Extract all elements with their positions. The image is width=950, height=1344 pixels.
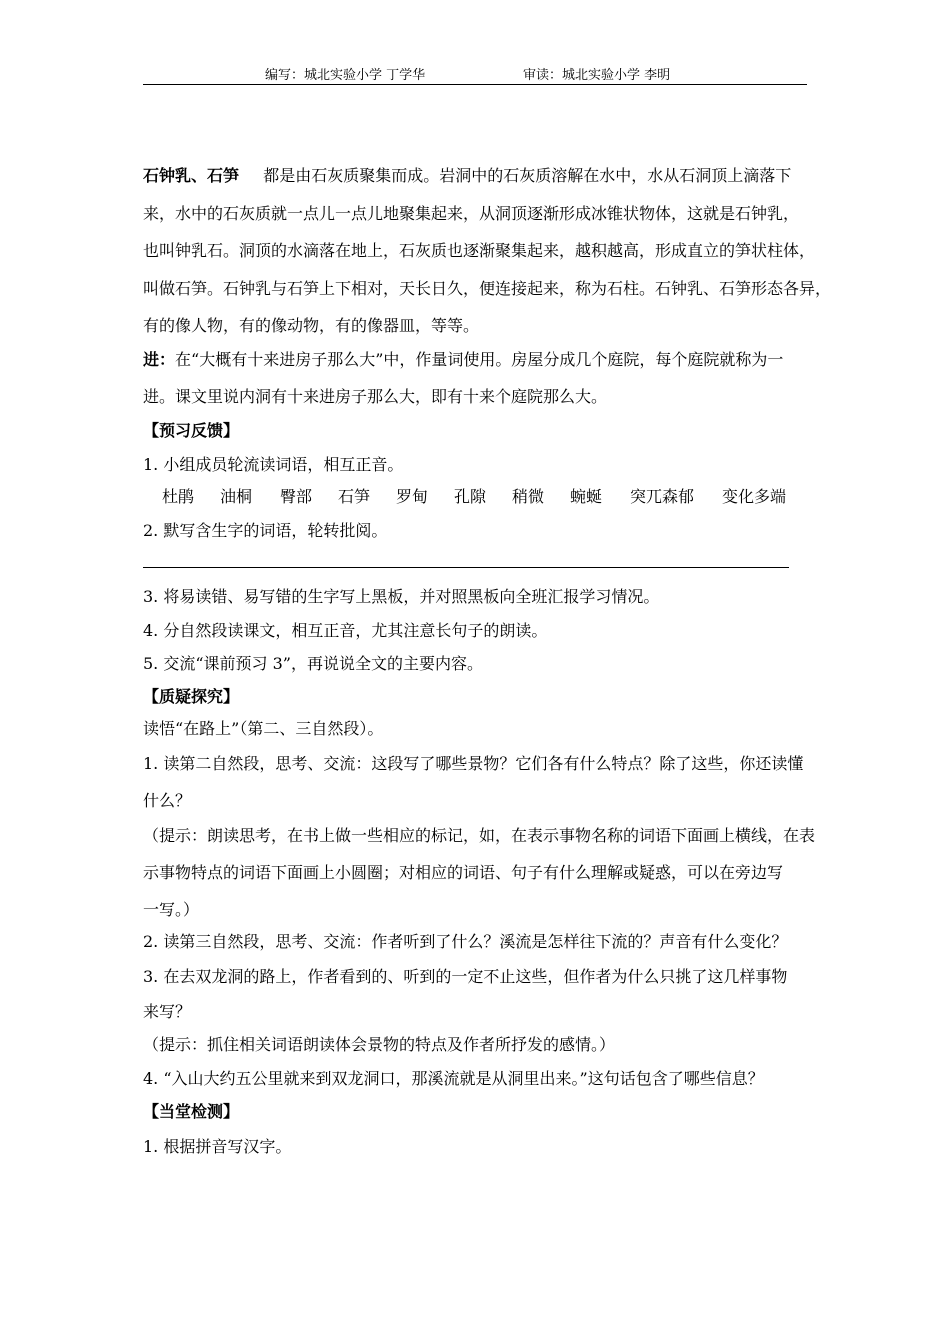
- vocab-word: 杜鹃: [162, 487, 195, 506]
- note-stalactite-line-4: 叫做石笋。石钟乳与石笋上下相对，天长日久，便连接起来，称为石柱。石钟乳、石笋形态各异，: [143, 279, 832, 298]
- note-stalactite-line-2: 来，水中的石灰质就一点儿一点儿地聚集起来，从洞顶逐渐形成冰锥状物体，这就是石钟乳，: [143, 204, 800, 223]
- inquiry-hint1-line-1: （提示：朗读思考，在书上做一些相应的标记，如，在表示事物名称的词语下面画上横线，在表: [143, 826, 816, 845]
- note-jin-text-1: 在“大概有十来进房子那么大”中，作量词使用。房屋分成几个庭院，每个庭院就称为一: [175, 350, 784, 369]
- vocab-word: 变化多端: [722, 487, 787, 506]
- header-reviewer: 审读：城北实验小学 李明: [523, 68, 671, 83]
- inquiry-hint2: （提示：抓住相关词语朗读体会景物的特点及作者所抒发的感情。）: [143, 1035, 616, 1054]
- vocab-word: 稍微: [512, 487, 545, 506]
- preview-item-3: 3. 将易读错、易写错的生字写上黑板，并对照黑板向全班汇报学习情况。: [143, 587, 660, 606]
- inquiry-hint1-line-2: 示事物特点的词语下面画上小圆圈；对相应的词语、句子有什么理解或疑惑，可以在旁边写: [143, 863, 784, 882]
- section-heading-check: 【当堂检测】: [143, 1102, 240, 1121]
- section-heading-preview: 【预习反馈】: [143, 421, 240, 440]
- preview-item-4: 4. 分自然段读课文，相互正音，尤其注意长句子的朗读。: [143, 621, 548, 640]
- inquiry-q4: 4. “入山大约五公里就来到双龙洞口，那溪流就是从洞里出来。”这句话包含了哪些信息？: [143, 1069, 764, 1088]
- vocabulary-list: [162, 484, 786, 507]
- vocab-word: 罗甸: [396, 487, 429, 506]
- note-stalactite-term: 石钟乳、石笋: [143, 166, 240, 185]
- vocab-word: 蜿蜒: [570, 487, 603, 506]
- dictation-blank-line: [143, 567, 789, 568]
- inquiry-q1-line-2: 什么？: [143, 791, 192, 810]
- note-jin-line-2: 进。课文里说内洞有十来进房子那么大，即有十来个庭院那么大。: [143, 387, 608, 406]
- inquiry-q2: 2. 读第三自然段，思考、交流：作者听到了什么？溪流是怎样往下流的？声音有什么变化？: [143, 932, 788, 951]
- note-stalactite-line-5: 有的像人物，有的像动物，有的像器皿，等等。: [143, 316, 480, 335]
- vocab-word: 油桐: [220, 487, 253, 506]
- vocab-word: 突兀森郁: [630, 487, 695, 506]
- page-header: [143, 62, 807, 85]
- note-jin-term: 进：: [143, 350, 176, 369]
- check-item-1: 1. 根据拼音写汉字。: [143, 1137, 292, 1156]
- note-stalactite-line-1: [143, 163, 791, 186]
- note-stalactite-text-1: 都是由石灰质聚集而成。岩洞中的石灰质溶解在水中，水从石洞顶上滴落下: [263, 166, 792, 185]
- inquiry-hint1-line-3: 一写。）: [143, 900, 200, 919]
- preview-item-5: 5. 交流“课前预习 3”，再说说全文的主要内容。: [143, 654, 483, 673]
- note-jin-line-1: [143, 347, 783, 370]
- note-stalactite-line-3: 也叫钟乳石。洞顶的水滴落在地上，石灰质也逐渐聚集起来，越积越高，形成直立的笋状柱体，: [143, 241, 816, 260]
- inquiry-q3-line-2: 来写？: [143, 1002, 192, 1021]
- vocab-word: 臀部: [280, 487, 313, 506]
- inquiry-intro: 读悟“在路上”（第二、三自然段）。: [143, 719, 384, 738]
- preview-item-1: 1. 小组成员轮流读词语，相互正音。: [143, 455, 404, 474]
- preview-item-2: 2. 默写含生字的词语，轮转批阅。: [143, 521, 388, 540]
- section-heading-inquiry: 【质疑探究】: [143, 687, 240, 706]
- inquiry-q1-line-1: 1. 读第二自然段，思考、交流：这段写了哪些景物？它们各有什么特点？除了这些，你还读懂: [143, 754, 804, 773]
- header-author: 编写：城北实验小学 丁学华: [265, 68, 426, 83]
- vocab-word: 孔隙: [454, 487, 487, 506]
- vocab-word: 石笋: [338, 487, 371, 506]
- inquiry-q3-line-1: 3. 在去双龙洞的路上，作者看到的、听到的一定不止这些，但作者为什么只挑了这几样事物: [143, 967, 788, 986]
